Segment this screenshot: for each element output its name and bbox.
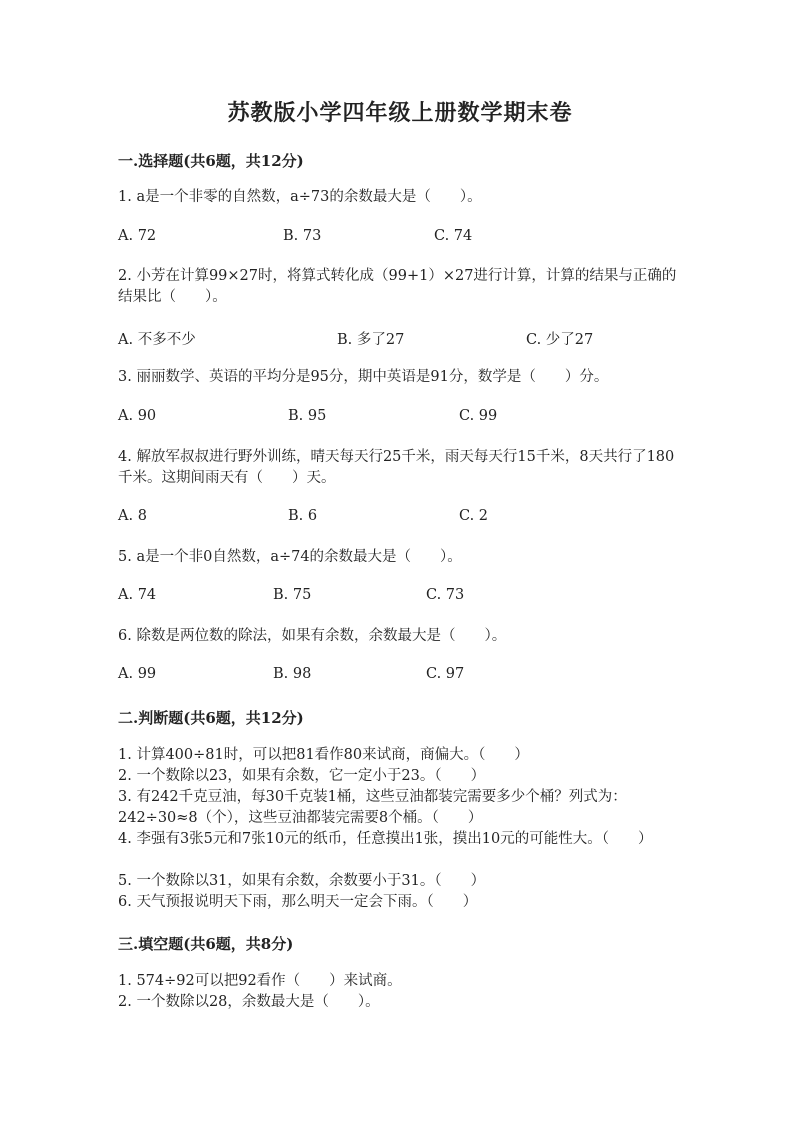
choice-question-1: 1. a是一个非零的自然数，a÷73的余数最大是（ ）。 <box>118 189 482 205</box>
choice-options-4 <box>118 508 678 528</box>
choice-options-1 <box>118 228 678 248</box>
judge-item-4: 4. 李强有3张5元和7张10元的纸币，任意摸出1张，摸出10元的可能性大。（ ） <box>118 831 653 847</box>
fill-item-1: 1. 574÷92可以把92看作（ ）来试商。 <box>118 973 402 989</box>
judge-item-1: 1. 计算400÷81时，可以把81看作80来试商，商偏大。（ ） <box>118 747 529 763</box>
option-c: C. 99 <box>459 408 498 424</box>
option-a: A. 72 <box>118 228 157 244</box>
section-heading-choice: 一.选择题(共6题，共12分) <box>118 152 304 170</box>
option-a: A. 74 <box>118 587 157 603</box>
option-c: C. 74 <box>434 228 473 244</box>
option-a: A. 不多不少 <box>118 332 196 348</box>
section-heading-judge: 二.判断题(共6题，共12分) <box>118 709 304 727</box>
choice-question-2: 2. 小芳在计算99×27时，将算式转化成（99+1）×27进行计算，计算的结果与正确的结果比（ ）。 <box>118 268 677 305</box>
judge-item-6: 6. 天气预报说明天下雨，那么明天一定会下雨。（ ） <box>118 894 478 910</box>
choice-question-3: 3. 丽丽数学、英语的平均分是95分，期中英语是91分，数学是（ ）分。 <box>118 369 609 385</box>
choice-options-2 <box>118 328 678 348</box>
option-c: C. 97 <box>426 666 465 682</box>
fill-item-2: 2. 一个数除以28，余数最大是（ ）。 <box>118 994 380 1010</box>
judge-item-3: 3. 有242千克豆油，每30千克装1桶，这些豆油都装完需要多少个桶？列式为：242÷30≈8（个），这些豆油都装完需要8个桶。（ ） <box>118 789 627 826</box>
choice-question-5: 5. a是一个非0自然数，a÷74的余数最大是（ ）。 <box>118 549 462 565</box>
option-b: B. 6 <box>288 508 318 524</box>
choice-options-3 <box>118 408 678 428</box>
option-b: B. 95 <box>288 408 327 424</box>
option-b: B. 73 <box>283 228 322 244</box>
page-title: 苏教版小学四年级上册数学期末卷 <box>227 100 573 126</box>
option-c: C. 少了27 <box>526 332 594 348</box>
choice-options-6 <box>118 666 678 686</box>
option-c: C. 2 <box>459 508 489 524</box>
option-c: C. 73 <box>426 587 465 603</box>
option-a: A. 8 <box>118 508 147 524</box>
option-a: A. 99 <box>118 666 157 682</box>
choice-options-5 <box>118 587 678 607</box>
judge-item-5: 5. 一个数除以31，如果有余数，余数要小于31。（ ） <box>118 873 486 889</box>
choice-question-4: 4. 解放军叔叔进行野外训练，晴天每天行25千米，雨天每天行15千米，8天共行了180千米。这期间雨天有（ ）天。 <box>118 449 675 486</box>
option-a: A. 90 <box>118 408 157 424</box>
option-b: B. 多了27 <box>337 332 405 348</box>
judge-item-2: 2. 一个数除以23，如果有余数，它一定小于23。（ ） <box>118 768 486 784</box>
option-b: B. 75 <box>273 587 312 603</box>
section-heading-fill: 三.填空题(共6题，共8分) <box>118 935 294 953</box>
choice-question-6: 6. 除数是两位数的除法，如果有余数，余数最大是（ ）。 <box>118 628 507 644</box>
option-b: B. 98 <box>273 666 312 682</box>
